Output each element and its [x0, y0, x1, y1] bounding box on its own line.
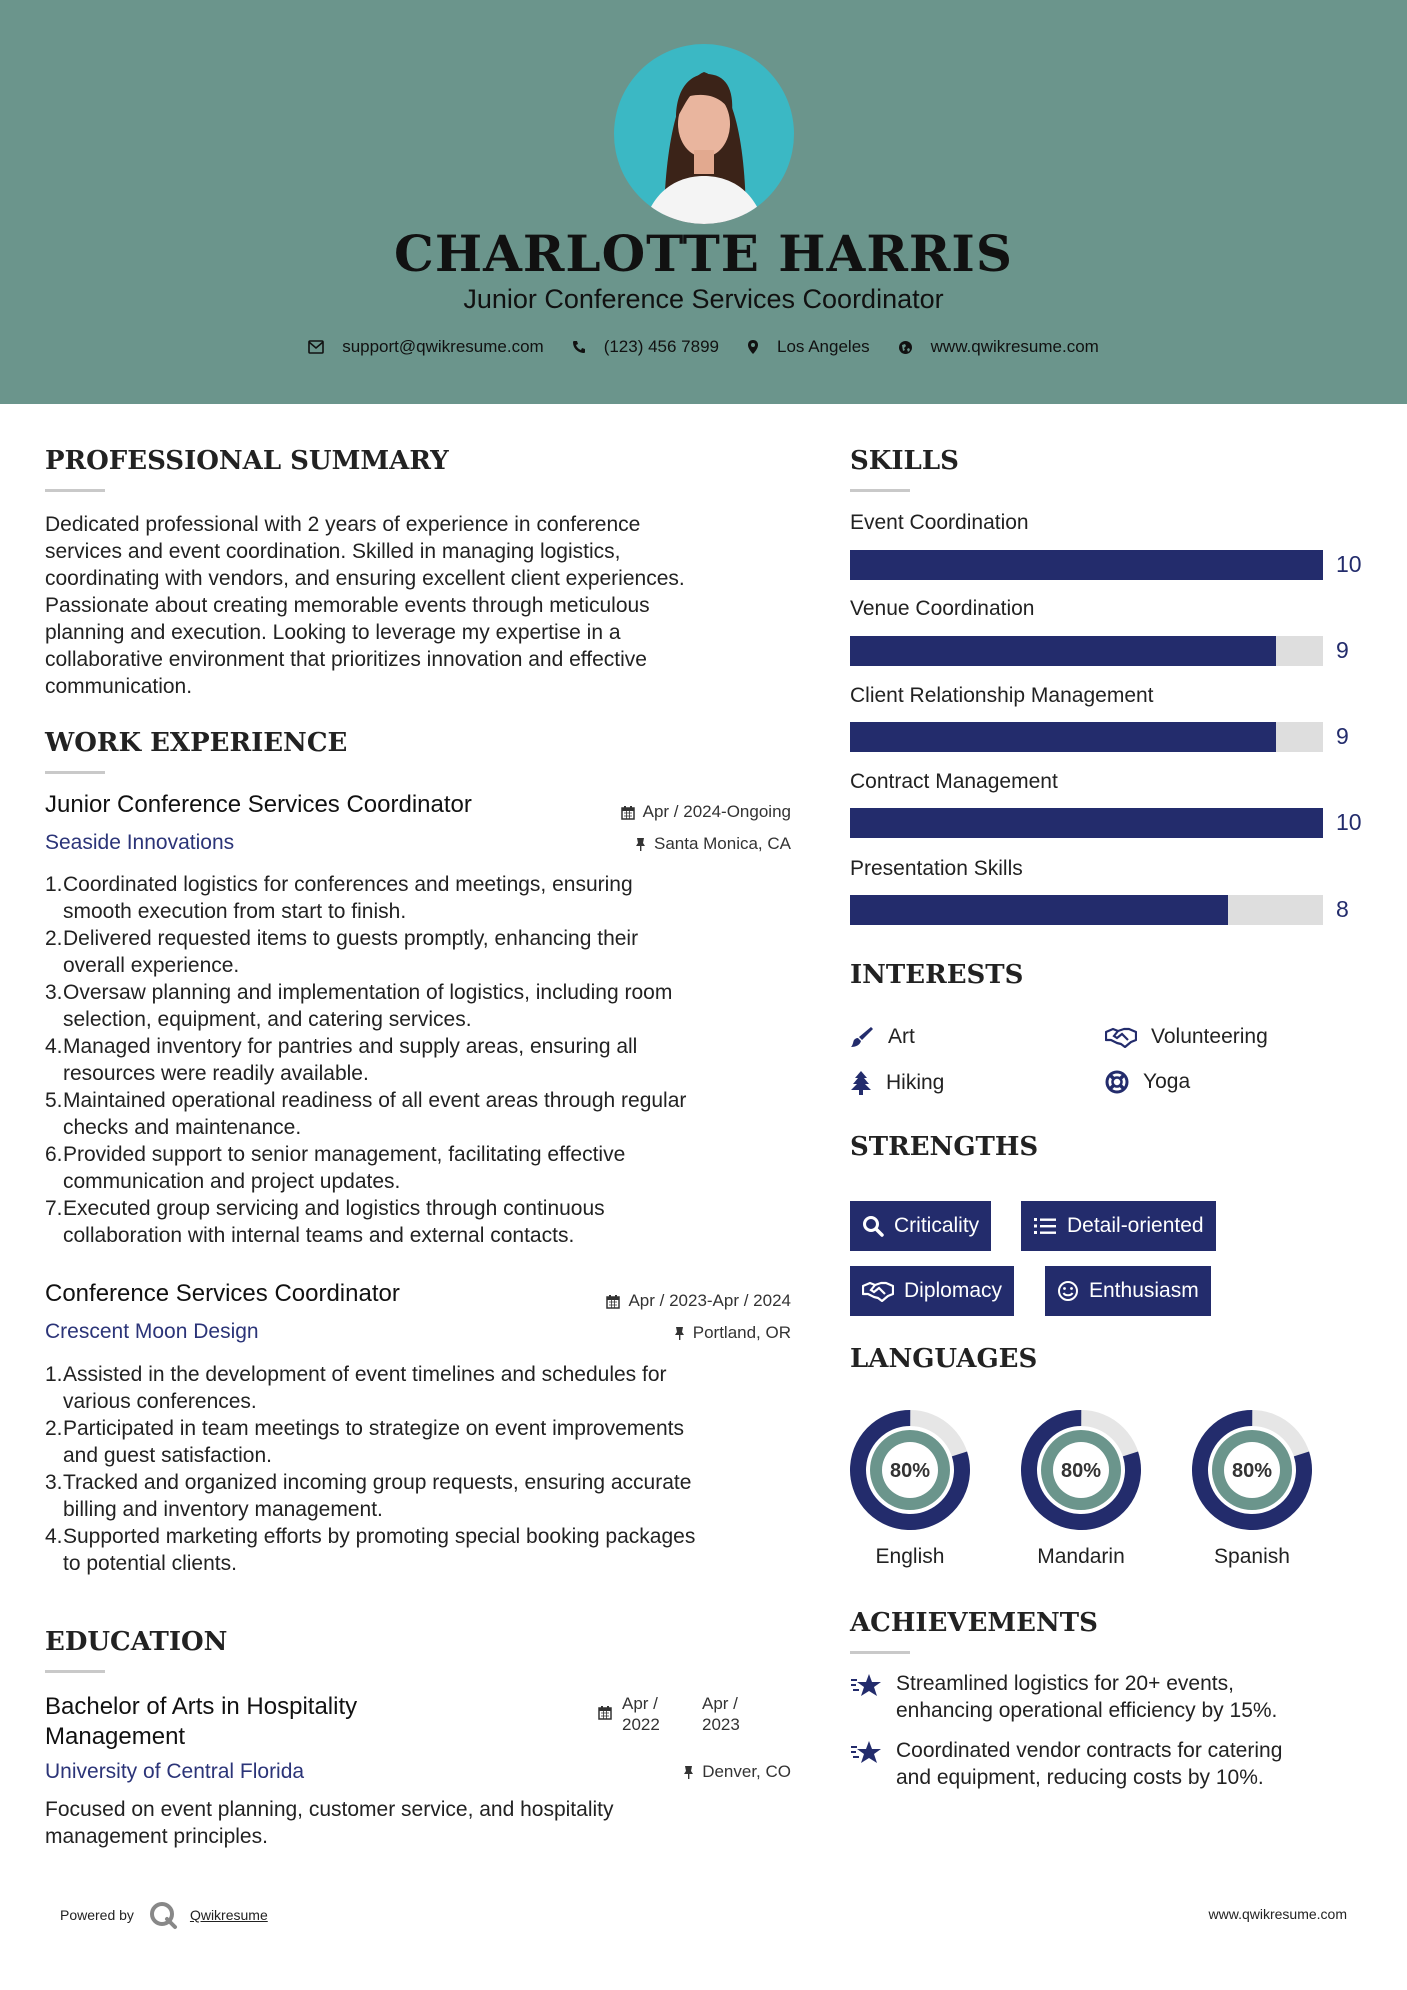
interest-label: Art — [888, 1025, 915, 1048]
strength-chip — [850, 1201, 991, 1251]
pushpin-icon — [683, 1765, 694, 1780]
interest-label: Hiking — [886, 1071, 945, 1094]
language-gauge — [850, 1410, 970, 1535]
degree-line: Bachelor of Arts in Hospitality — [45, 1693, 358, 1720]
list-item-line: and guest satisfaction. — [63, 1444, 272, 1467]
skill-bar — [850, 636, 1323, 666]
contact-email[interactable] — [308, 337, 544, 357]
job-responsibilities — [45, 871, 795, 1249]
star-icon — [850, 1739, 882, 1765]
list-item-line: Oversaw planning and implementation of logistics, including room — [63, 981, 673, 1004]
skill-bar — [850, 895, 1323, 925]
skill-label: Contract Management — [850, 770, 1058, 793]
skill-value: 9 — [1336, 637, 1349, 663]
pushpin-icon — [635, 837, 646, 852]
job-location-text: Santa Monica, CA — [653, 834, 791, 853]
skills-heading: SKILLS — [850, 446, 959, 476]
skill-bar-fill — [850, 808, 1323, 838]
job-title: Conference Services Coordinator — [45, 1280, 400, 1307]
achievements-divider — [850, 1651, 910, 1654]
list-item: 5. Maintained operational readiness of all event areas through regular checks and maintenance. — [45, 1087, 795, 1141]
list-item-line: collaboration with internal teams and external contacts. — [63, 1224, 575, 1247]
strength-label: Detail-oriented — [1067, 1214, 1204, 1237]
job-date-text: Apr / 2024-Ongoing — [642, 802, 791, 821]
skill-bar-fill — [850, 895, 1228, 925]
interest-volunteering — [1105, 1025, 1268, 1049]
language-ring — [1192, 1410, 1312, 1530]
skill-bar — [850, 550, 1323, 580]
experience-heading: WORK EXPERIENCE — [45, 728, 348, 758]
achievement-item — [850, 1737, 1282, 1791]
summary-line: coordinating with vendors, and ensuring excellent client experiences. — [45, 567, 685, 590]
list-item-line: selection, equipment, and catering services. — [63, 1008, 472, 1031]
handshake-icon — [862, 1280, 894, 1302]
education-desc-line: Focused on event planning, customer service, and hospitality — [45, 1798, 614, 1821]
company-name: Crescent Moon Design — [45, 1320, 259, 1343]
interest-yoga — [1105, 1070, 1190, 1094]
job-date-text: Apr / 2023-Apr / 2024 — [628, 1291, 791, 1310]
list-item: 4. Managed inventory for pantries and supply areas, ensuring all resources were readily available. — [45, 1033, 795, 1087]
summary-heading: PROFESSIONAL SUMMARY — [45, 446, 449, 476]
language-percent: 80% — [1060, 1460, 1102, 1482]
skill-bar-fill — [850, 550, 1323, 580]
list-icon — [1033, 1216, 1057, 1236]
smile-icon — [1057, 1280, 1079, 1302]
interest-art — [850, 1025, 915, 1049]
skill-bar — [850, 722, 1323, 752]
skill-label: Venue Coordination — [850, 597, 1035, 620]
contact-phone-text: (123) 456 7899 — [603, 337, 720, 356]
calendar-icon — [621, 805, 635, 820]
contact-website-text: www.qwikresume.com — [930, 337, 1099, 356]
contact-email-text: support@qwikresume.com — [342, 337, 544, 356]
achievements-heading: ACHIEVEMENTS — [850, 1608, 1098, 1638]
education-description — [45, 1796, 614, 1850]
education-date-start — [622, 1693, 702, 1735]
qwikresume-logo-icon — [148, 1900, 178, 1930]
strength-label: Criticality — [894, 1214, 980, 1237]
skill-value: 10 — [1336, 551, 1362, 577]
achievement-line: and equipment, reducing costs by 10%. — [896, 1766, 1264, 1789]
summary-line: Passionate about creating memorable events through meticulous — [45, 594, 650, 617]
education-date-end — [702, 1693, 740, 1735]
skill-label: Client Relationship Management — [850, 684, 1154, 707]
list-item: 6. Provided support to senior management, facilitating effective communication and project updates. — [45, 1141, 795, 1195]
date-part: Apr / — [622, 1694, 658, 1713]
strength-chip — [1045, 1266, 1211, 1316]
star-icon — [850, 1672, 882, 1698]
education-desc-line: management principles. — [45, 1825, 268, 1848]
tree-icon — [850, 1070, 872, 1096]
skills-divider — [850, 489, 910, 492]
language-percent: 80% — [889, 1460, 931, 1482]
list-item-line: resources were readily available. — [63, 1062, 369, 1085]
language-label: English — [875, 1545, 945, 1568]
strength-chip — [1021, 1201, 1216, 1251]
strengths-heading: STRENGTHS — [850, 1132, 1039, 1162]
education-location — [500, 1762, 791, 1782]
achievement-line: enhancing operational efficiency by 15%. — [896, 1699, 1278, 1722]
date-part: Apr / — [702, 1694, 738, 1713]
school-name: University of Central Florida — [45, 1760, 305, 1783]
skill-value: 10 — [1336, 809, 1362, 835]
list-item-line: Participated in team meetings to strategize on event improvements — [63, 1417, 684, 1440]
date-part: 2022 — [622, 1715, 660, 1734]
achievement-item — [850, 1670, 1277, 1724]
paintbrush-icon — [850, 1025, 874, 1049]
strength-label: Enthusiasm — [1089, 1279, 1199, 1302]
list-item-line: Managed inventory for pantries and supply areas, ensuring all — [63, 1035, 638, 1058]
summary-divider — [45, 489, 105, 492]
person-silhouette-icon — [614, 44, 794, 224]
brand-link[interactable]: Qwikresume — [189, 1907, 268, 1923]
contact-location — [747, 337, 870, 357]
list-item-line: Assisted in the development of event timelines and schedules for — [63, 1363, 667, 1386]
interest-label: Yoga — [1143, 1070, 1191, 1093]
job-location-text: Portland, OR — [692, 1323, 791, 1342]
handshake-icon — [1105, 1026, 1137, 1048]
map-pin-icon — [747, 339, 759, 355]
list-item: 7. Executed group servicing and logistics through continuous collaboration with internal teams and external contacts. — [45, 1195, 795, 1249]
list-item: 1. Coordinated logistics for conferences and meetings, ensuring smooth execution from start to finish. — [45, 871, 795, 925]
list-item-line: communication and project updates. — [63, 1170, 401, 1193]
skill-bar-fill — [850, 722, 1276, 752]
job-title: Junior Conference Services Coordinator — [45, 791, 472, 818]
candidate-name: CHARLOTTE HARRIS — [394, 224, 1013, 283]
list-item: 1. Assisted in the development of event timelines and schedules for various conferences. — [45, 1361, 795, 1415]
list-item-line: Executed group servicing and logistics through continuous — [63, 1197, 605, 1220]
contact-website[interactable] — [898, 337, 1099, 357]
footer-website[interactable]: www.qwikresume.com — [1208, 1906, 1347, 1922]
list-item-line: Tracked and organized incoming group requests, ensuring accurate — [63, 1471, 692, 1494]
strength-label: Diplomacy — [904, 1279, 1003, 1302]
date-part: 2023 — [702, 1715, 740, 1734]
language-percent: 80% — [1231, 1460, 1273, 1482]
job-date — [500, 1291, 791, 1311]
powered-by-text: Powered by — [60, 1907, 134, 1923]
achievement-text — [896, 1670, 1277, 1724]
education-divider — [45, 1670, 105, 1673]
languages-heading: LANGUAGES — [850, 1344, 1038, 1374]
interest-label: Volunteering — [1151, 1025, 1268, 1048]
degree-line: Management — [45, 1723, 186, 1750]
search-icon — [862, 1215, 884, 1237]
list-item-line: Provided support to senior management, facilitating effective — [63, 1143, 626, 1166]
job-location — [500, 834, 791, 854]
lifebuoy-icon — [1105, 1070, 1129, 1094]
list-item-line: to potential clients. — [63, 1552, 237, 1575]
candidate-role: Junior Conference Services Coordinator — [463, 284, 944, 314]
education-date — [598, 1693, 740, 1735]
list-item: 2. Delivered requested items to guests promptly, enhancing their overall experience. — [45, 925, 795, 979]
summary-line: planning and execution. Looking to leverage my expertise in a — [45, 621, 621, 644]
summary-line: services and event coordination. Skilled in managing logistics, — [45, 540, 621, 563]
education-location-text: Denver, CO — [702, 1762, 791, 1781]
language-label: Mandarin — [1037, 1545, 1125, 1568]
job-responsibilities — [45, 1361, 795, 1577]
language-gauge — [1192, 1410, 1312, 1535]
list-item-line: overall experience. — [63, 954, 240, 977]
skill-bar-fill — [850, 636, 1276, 666]
skill-bar — [850, 808, 1323, 838]
header-band — [0, 0, 1407, 404]
list-item: 3. Oversaw planning and implementation of logistics, including room selection, equipment, and catering services. — [45, 979, 795, 1033]
language-gauge — [1021, 1410, 1141, 1535]
experience-divider — [45, 771, 105, 774]
interests-heading: INTERESTS — [850, 960, 1024, 990]
list-item: 4. Supported marketing efforts by promoting special booking packages to potential clients. — [45, 1523, 795, 1577]
summary-text — [45, 511, 685, 700]
pushpin-icon — [674, 1326, 685, 1341]
phone-icon — [572, 340, 586, 354]
list-item-line: smooth execution from start to finish. — [63, 900, 407, 923]
skill-label: Presentation Skills — [850, 857, 1023, 880]
footer-powered-by — [60, 1900, 268, 1930]
achievement-line: Streamlined logistics for 20+ events, — [896, 1672, 1234, 1695]
list-item: 2. Participated in team meetings to strategize on event improvements and guest satisfaction. — [45, 1415, 795, 1469]
language-label: Spanish — [1214, 1545, 1290, 1568]
strength-chip — [850, 1266, 1014, 1316]
envelope-icon — [308, 340, 324, 354]
list-item-line: various conferences. — [63, 1390, 257, 1413]
globe-icon — [898, 340, 913, 355]
language-ring — [1021, 1410, 1141, 1530]
calendar-icon — [606, 1294, 620, 1309]
list-item-line: checks and maintenance. — [63, 1116, 302, 1139]
contact-row — [0, 337, 1407, 357]
list-item: 3. Tracked and organized incoming group requests, ensuring accurate billing and inventory management. — [45, 1469, 795, 1523]
list-item-line: Coordinated logistics for conferences and meetings, ensuring — [63, 873, 633, 896]
achievement-line: Coordinated vendor contracts for catering — [896, 1739, 1283, 1762]
skill-value: 8 — [1336, 896, 1349, 922]
list-item-line: Maintained operational readiness of all event areas through regular — [63, 1089, 687, 1112]
education-heading: EDUCATION — [45, 1627, 228, 1657]
contact-phone[interactable] — [572, 337, 719, 357]
list-item-line: Delivered requested items to guests promptly, enhancing their — [63, 927, 639, 950]
company-name: Seaside Innovations — [45, 831, 235, 854]
list-item-line: billing and inventory management. — [63, 1498, 383, 1521]
skill-label: Event Coordination — [850, 511, 1029, 534]
contact-location-text: Los Angeles — [777, 337, 870, 356]
language-ring — [850, 1410, 970, 1530]
skill-value: 9 — [1336, 723, 1349, 749]
achievement-text — [896, 1737, 1282, 1791]
summary-line: Dedicated professional with 2 years of experience in conference — [45, 513, 641, 536]
degree-title — [45, 1692, 357, 1752]
summary-line: communication. — [45, 675, 193, 698]
profile-photo — [614, 44, 794, 224]
job-location — [500, 1323, 791, 1343]
interest-hiking — [850, 1070, 944, 1096]
calendar-icon — [598, 1705, 612, 1720]
job-date — [500, 802, 791, 822]
list-item-line: Supported marketing efforts by promoting special booking packages — [63, 1525, 696, 1548]
summary-line: collaborative environment that prioritizes innovation and effective — [45, 648, 647, 671]
